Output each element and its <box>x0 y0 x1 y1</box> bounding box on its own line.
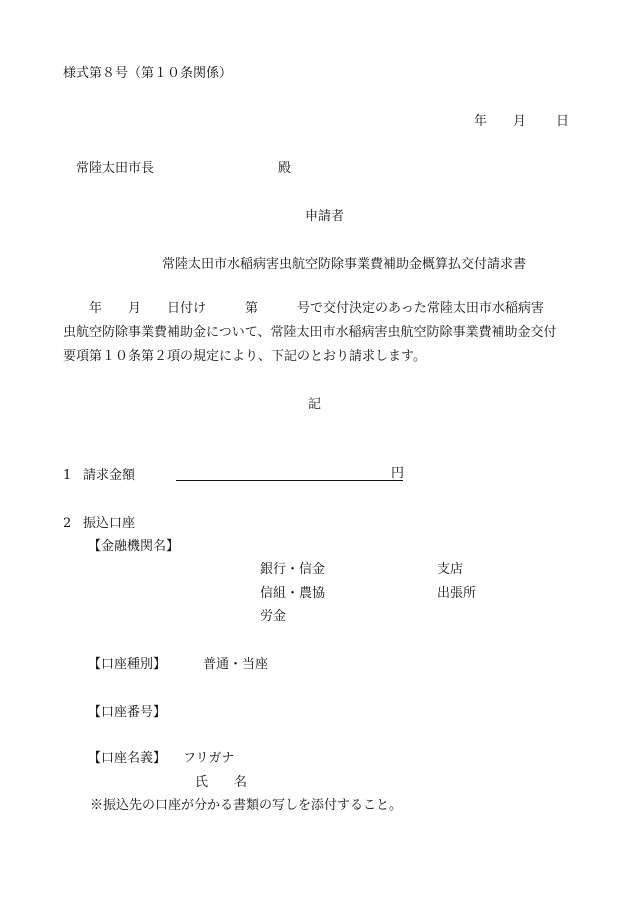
body-line-1: 年 月 日付け 第 号で交付決定のあった常陸太田市水稲病害 <box>89 301 544 316</box>
account-holder-label: 【口座名義】 <box>88 751 167 766</box>
item1-number: 1 <box>63 468 72 483</box>
applicant-label: 申請者 <box>305 209 345 224</box>
document-title: 常陸太田市水稲病害虫航空防除事業費補助金概算払交付請求書 <box>162 257 527 272</box>
item2-number: 2 <box>63 516 72 531</box>
account-number-label: 【口座番号】 <box>88 705 167 720</box>
amount-underline <box>176 480 403 481</box>
account-type-value: 普通・当座 <box>203 657 269 672</box>
bank-type-option: 信組・農協 <box>260 586 326 601</box>
attachment-note: ※振込先の口座が分かる書類の写しを添付すること。 <box>90 798 403 813</box>
date-day-label: 日 <box>556 114 570 129</box>
item1-label: 請求金額 <box>83 468 136 483</box>
account-type-label: 【口座種別】 <box>88 657 167 672</box>
body-paragraph <box>63 297 583 369</box>
branch-type-option: 支店 <box>437 562 464 577</box>
bank-type-option: 労金 <box>260 609 287 624</box>
bank-type-option: 銀行・信金 <box>260 562 326 577</box>
body-line-3: 要項第１０条第２項の規定により、下記のとおり請求します。 <box>63 349 426 364</box>
bank-name-label: 【金融機関名】 <box>88 539 180 554</box>
furigana-label: フリガナ <box>183 751 235 766</box>
form-number: 様式第８号（第１０条関係） <box>63 66 233 81</box>
date-year-label: 年 <box>474 114 488 129</box>
date-month-label: 月 <box>513 114 527 129</box>
branch-type-option: 出張所 <box>437 586 477 601</box>
holder-name-label: 氏 名 <box>195 775 248 790</box>
body-line-2: 虫航空防除事業費補助金について、常陸太田市水稲病害虫航空防除事業費補助金交付 <box>63 325 557 340</box>
addressee-name: 常陸太田市長 <box>76 161 155 176</box>
ki-heading: 記 <box>308 397 322 412</box>
addressee-honorific: 殿 <box>278 161 292 176</box>
amount-unit: 円 <box>391 466 405 481</box>
item2-label: 振込口座 <box>83 516 136 531</box>
